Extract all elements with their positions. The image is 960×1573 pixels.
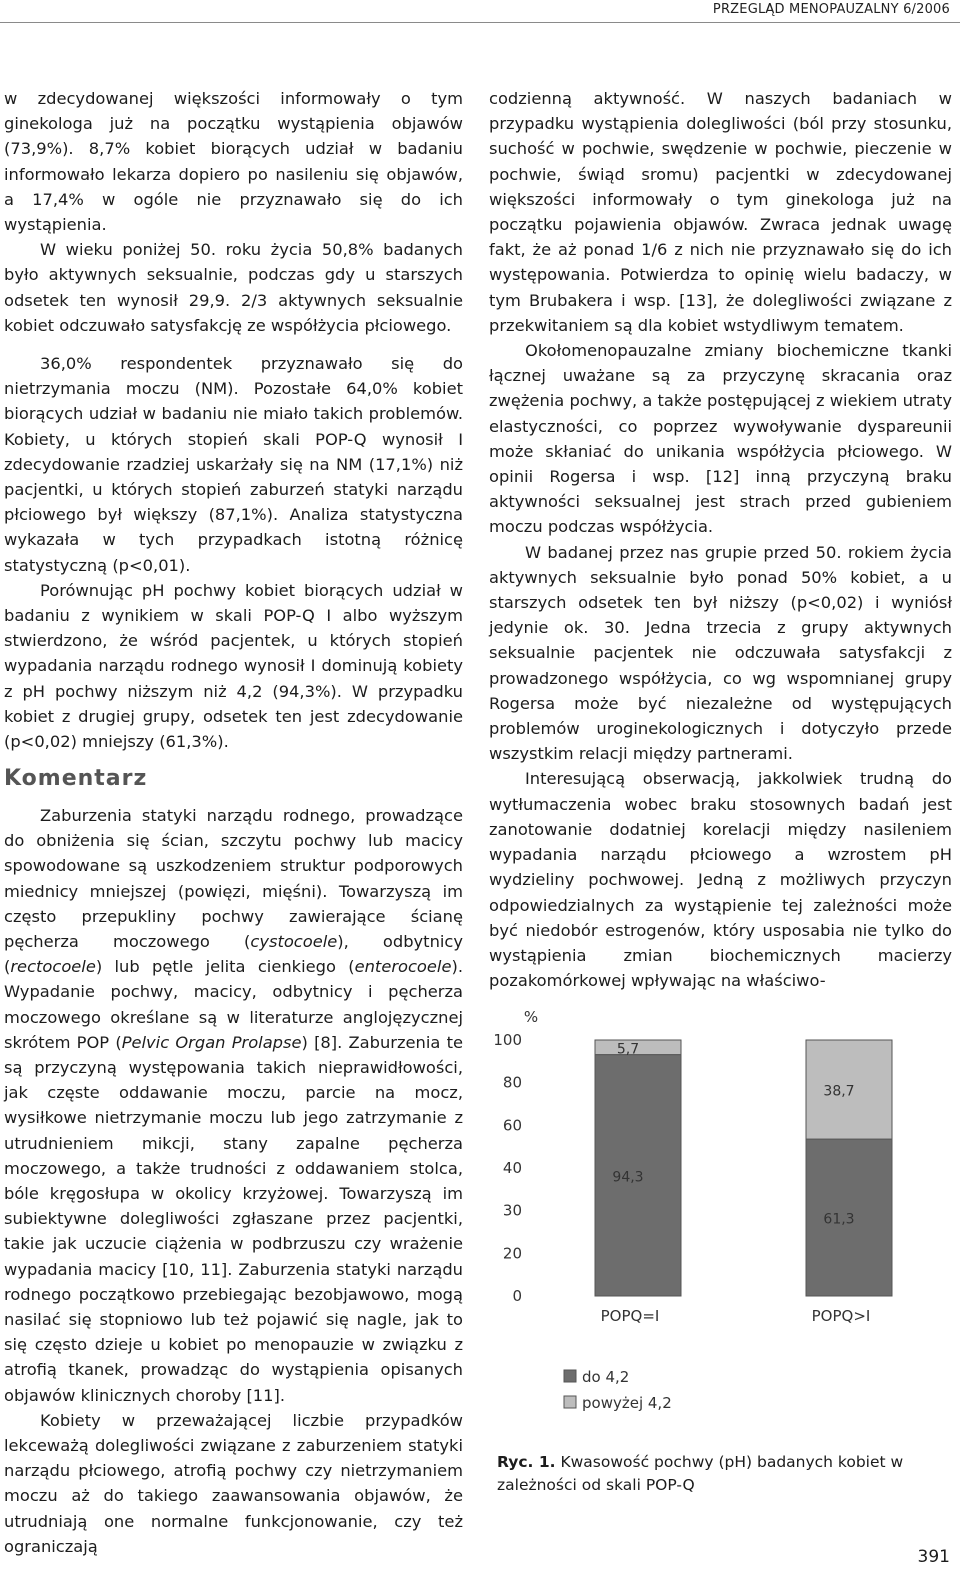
y-tick-label: 40 — [502, 1159, 522, 1177]
paragraph: codzienną aktywność. W naszych badaniach w przypadku wystąpienia dolegliwości (ból przy stosunku, suchość w pochwie, swędzenie w pochwie, pieczenie w pochwie, świąd sromu) pacjentki w zdecydowanej większości informowały o tym ginekologa już na początku pojawienia objawów. Zwraca jednak uwagę fakt, że aż ponad 1/6 z nich nie przyznawało się do ich występowania. Potwierdza to opinię wielu badaczy, w tym Brubakera i wsp. [13], że dolegliwości związane z przekwitaniem są dla kobiet wstydliwym tematem. — [489, 89, 952, 335]
page-number: 391 — [917, 1547, 950, 1567]
y-tick-label: 0 — [512, 1287, 522, 1305]
paragraph: Kobiety w przeważającej liczbie przypadków lekceważą dolegliwości związane z zaburzeniem statyki narządu płciowego, atrofią pochwy czy nietrzymaniem moczu aż do takiego zaawansowania objawów, że utrudniają one normalne funkcjonowanie, czy też ograniczają — [4, 1410, 463, 1556]
stacked-bar-chart — [478, 998, 960, 1438]
data-label: 38,7 — [823, 1083, 855, 1100]
y-tick-label: 100 — [493, 1031, 522, 1049]
left-column — [4, 86, 463, 754]
right-column — [489, 86, 952, 993]
figure-chart — [478, 998, 960, 1438]
paragraph: Zaburzenia statyki narządu rodnego, prowadzące do obniżenia się ścian, szczytu pochwy lub macicy spowodowane są uszkodzeniem struktur podporowych miednicy mniejszej (powięzi, mięśni). Towarzyszą im często przepukliny pochwy zawierające ścianę pęcherza moczowego (cystocoele), odbytnicy (rectocoele) lub pętle jelita cienkiego (enterocoele). Wypadanie pochwy, macicy, odbytnicy i pęcherza moczowego określane są w literaturze anglojęzycznej skrótem POP (Pelvic Organ Prolapse) [8]. Zaburzenia te są przyczyną występowania takich nieprawidłowości, jak częste oddawanie moczu, parcie na mocz, wysiłkowe nietrzymanie moczu lub jego zatrzymanie z utrudnieniem mikcji, stany zapalne pęcherza moczowego, a także trudności z oddawaniem stolca, bóle kręgosłupa w okolicy krzyżowej. Towarzyszą im subiektywne dolegliwości zgłaszane przez pacjentki, takie jak uczucie ciążenia w podbrzuszu czy wrażenie wypadania macicy [10, 11]. Zaburzenia statyki narządu rodnego początkowo przebiegając bezobjawowo, mogą nasilać się stopniowo lub też pojawić się nagle, jak to się często dzieje u kobiet po menopauzie w związku z atrofią tkanek, prowadząc do wystąpienia opisanych objawów klinicznych choroby [11]. — [4, 806, 463, 1405]
paragraph: Okołomenopauzalne zmiany biochemiczne tkanki łącznej uważane są za przyczynę skracania oraz zwężenia pochwy, a także postępującej z wiekiem utraty elastyczności, co poprzez wywoływanie dyspareunii może skłaniać do unikania współżycia płciowego. W opinii Rogersa i wsp. [12] inną przyczyną braku aktywności seksualnej jest strach przed gubieniem moczu podczas współżycia. — [489, 341, 952, 537]
figure-caption — [497, 1451, 957, 1497]
paragraph: w zdecydowanej większości informowały o tym ginekologa już na początku wystąpienia objawów (73,9%). 8,7% kobiet biorących udział w badaniu informowało lekarza dopiero po nasileniu się objawów, a 17,4% w ogóle nie przyznawało się do ich wystąpienia. — [4, 89, 463, 235]
journal-title: PRZEGLĄD MENOPAUZALNY 6/2006 — [712, 2, 950, 17]
y-tick-label: 20 — [502, 1244, 522, 1263]
paragraph: Interesującą obserwacją, jakkolwiek trudną do wytłumaczenia wobec braku stosownych badań jest zanotowanie dodatniej korelacji między nasileniem wypadania narządu płciowego a wzrostem pH wydzieliny pochwowej. Jedną z możliwych przyczyn odpowiedzialnych za wystąpienie tej zależności może być niedobór estrogenów, który usposabia nie tylko do wystąpienia zmian biochemicznych macierzy pozakomórkowej wpływając na właściwo- — [489, 769, 952, 991]
legend-label: do 4,2 — [582, 1368, 630, 1386]
section-title: Komentarz — [4, 766, 148, 791]
legend-swatch — [564, 1370, 576, 1382]
paragraph: W wieku poniżej 50. roku życia 50,8% badanych było aktywnych seksualnie, podczas gdy u starszych odsetek ten wynosił 29,9. 2/3 aktywnych seksualnie kobiet odczuwało satysfakcję ze współżycia płciowego. — [4, 240, 463, 335]
x-category-label: POPQ>I — [811, 1307, 871, 1325]
legend-swatch — [564, 1396, 576, 1408]
paragraph: W badanej przez nas grupie przed 50. rokiem życia aktywnych seksualnie było ponad 50% kobiet, a u starszych odsetek ten był niższy (p<0,02) i wyniósł jedynie ok. 30. Jedna trzecia z grupy aktywnych seksualnie pacjentek nie odczuwała satysfakcji z prowadzonego współżycia, co wg wspomnianej grupy Rogersa może być niezależne od występujących problemów uroginekologicznych i dotyczyło przede wszystkim relacji między partnerami. — [489, 542, 952, 764]
paragraph: Porównując pH pochwy kobiet biorących udział w badaniu z wynikiem w skali POP-Q I albo wyższym stwierdzono, że wśród pacjentek, u których stopień wypadania narządu rodnego wynosił I dominują kobiety z pH pochwy niższym niż 4,2 (94,3%). W przypadku kobiet z drugiej grupy, odsetek ten jest zdecydowanie (p<0,02) mniejszy (61,3%). — [4, 580, 463, 752]
data-label: 5,7 — [616, 1041, 640, 1058]
y-axis-label: % — [523, 1008, 539, 1026]
x-category-label: POPQ=I — [600, 1307, 660, 1325]
y-tick-label: 30 — [502, 1201, 522, 1220]
figure-label: Ryc. 1. — [497, 1453, 556, 1471]
paragraph: 36,0% respondentek przyznawało się do nietrzymania moczu (NM). Pozostałe 64,0% kobiet biorących udział w badaniu nie miało takich problemów. Kobiety, u których stopień skali POP-Q wynosił I zdecydowanie rzadziej uskarżały się na NM (17,1%) niż pacjentki, u których stopień zaburzeń statyki narządu płciowego był większy (87,1%). Analiza statystyczna wykazała w tych przypadkach istotną różnicę statystyczną (p<0,01). — [4, 354, 463, 575]
data-label: 61,3 — [823, 1211, 855, 1228]
page-header — [0, 0, 960, 24]
caption-text: Kwasowość pochwy (pH) badanych kobiet w zależności od skali POP-Q — [497, 1453, 904, 1494]
legend-label: powyżej 4,2 — [582, 1394, 672, 1412]
left-column-comment — [4, 803, 463, 1559]
data-label: 94,3 — [612, 1169, 644, 1186]
y-tick-label: 60 — [502, 1116, 522, 1135]
y-tick-label: 80 — [502, 1073, 522, 1092]
header-rule — [0, 22, 960, 23]
